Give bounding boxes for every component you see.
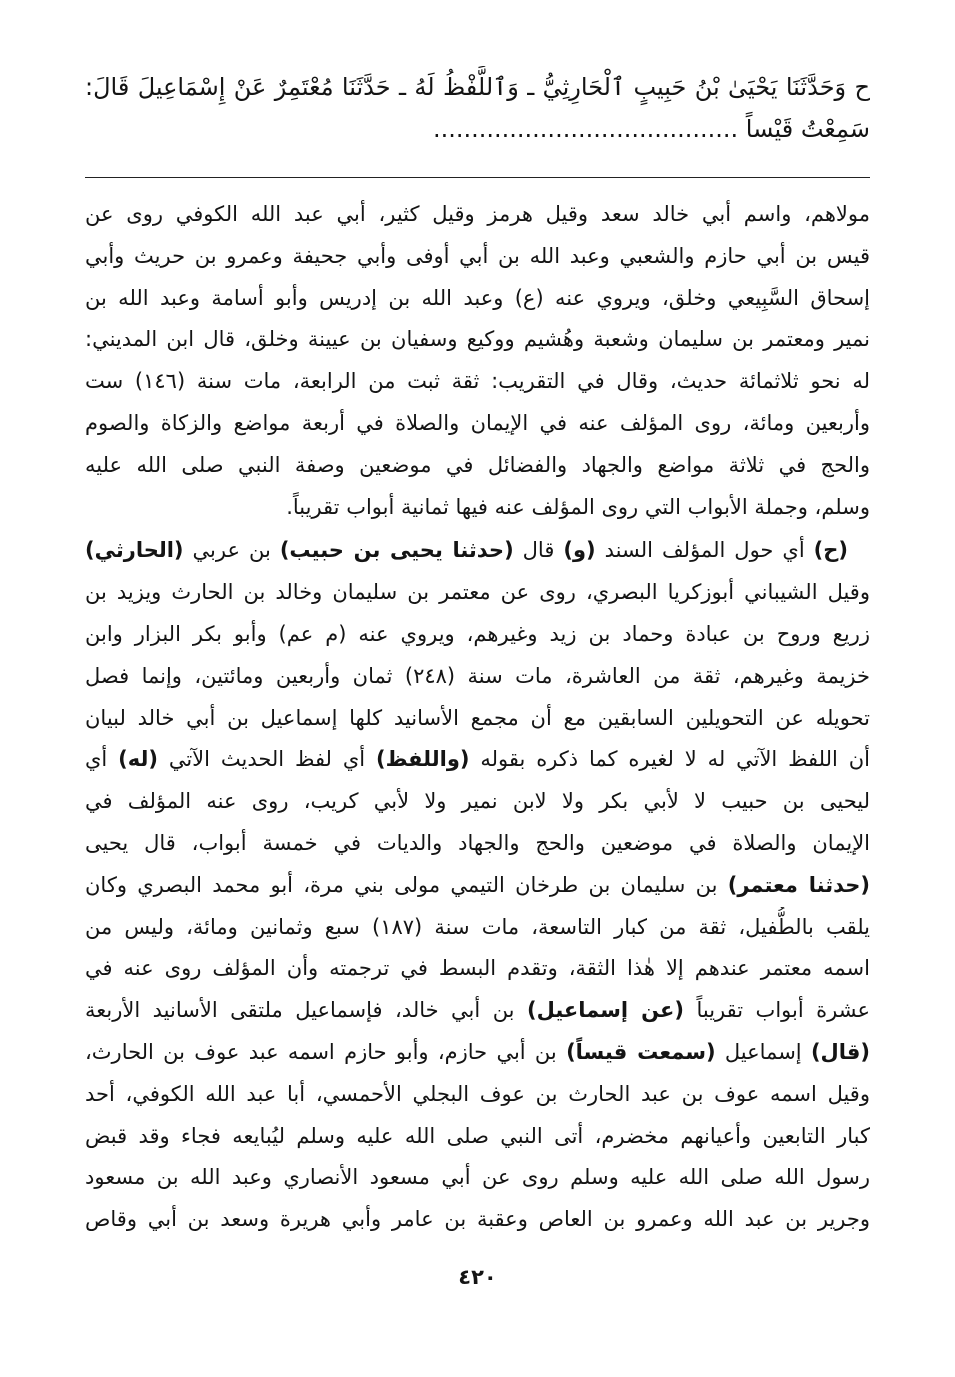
commentary-paragraph-1 bbox=[85, 194, 870, 528]
commentary-text: الإيمان والصلاة في موضعين والحج والجهاد والديات في خمسة أبواب، قال يحيى bbox=[85, 830, 870, 855]
bold-term: (حدثنا معتمر) bbox=[727, 872, 870, 897]
bold-term: (واللفظ) bbox=[375, 747, 470, 772]
commentary-text: وقيل اسمه عوف بن عبد الحارث بن عوف البجلي الأحمسي، أبا عبد الله الكوفي، أحد bbox=[85, 1081, 870, 1106]
commentary-line-9 bbox=[85, 530, 870, 572]
commentary-line-1: مولاهم، واسم أبي خالد سعد وقيل هرمز وقيل كثير، أبي عبد الله الكوفي روى عن bbox=[85, 202, 870, 226]
commentary-line-2: قيس بن أبي حازم والشعبي وعبد الله بن أبي أوفى وأبي جحيفة وعمرو بن حريث وأبي bbox=[85, 243, 870, 268]
commentary-text: إسماعيل bbox=[715, 1039, 811, 1064]
commentary-text: أي حول المؤلف السند bbox=[595, 538, 814, 563]
matn-line-2-text: سَمِعْتُ قَيْساً bbox=[745, 115, 870, 143]
commentary-line-15 bbox=[85, 781, 870, 823]
bold-term: (سمعت قيساً) bbox=[566, 1039, 716, 1064]
commentary-text: زريع وروح بن عبادة وحماد بن زيد وغيرهم، ويروي عنه (م عم) وأبو بكر البزار وابن bbox=[85, 621, 870, 646]
commentary-line-16 bbox=[85, 823, 870, 865]
commentary-line-22 bbox=[85, 1074, 870, 1116]
commentary-text: عشرة أبواب تقريباً bbox=[684, 998, 870, 1023]
commentary-line-12 bbox=[85, 656, 870, 698]
commentary-line-11 bbox=[85, 614, 870, 656]
commentary-text: بن عربي bbox=[183, 538, 280, 563]
bold-term: (ح) bbox=[813, 538, 849, 563]
hadith-text bbox=[85, 66, 870, 150]
commentary-text: كبار التابعين وأعيانهم مخضرم، أتى النبي صلى الله عليه وسلم ليُبايعه فجاء وقد قبض bbox=[85, 1123, 870, 1148]
commentary-line-3: إسحاق السَّبِيعي وخلق، ويروي عنه (ع) وعبد الله بن إدريس وأبو أسامة وعبد الله بن bbox=[85, 285, 870, 310]
commentary-line-4: نمير ومعتمر بن سليمان وشعبة وهُشيم ووكيع وسفيان بن عيينة وخلق، قال ابن المديني: bbox=[85, 327, 870, 352]
commentary-line-25 bbox=[85, 1199, 870, 1241]
commentary-text: قال bbox=[513, 538, 564, 563]
bold-term: (حدثنا يحيى بن حبيب) bbox=[279, 538, 514, 563]
commentary-text: تحويله عن التحويلين السابقين مع أن مجمع الأسانيد كلها إسماعيل بن أبي خالد لبيان bbox=[85, 705, 870, 730]
bold-term: (له) bbox=[118, 747, 158, 772]
bold-term: (و) bbox=[563, 538, 596, 563]
commentary-line-21 bbox=[85, 1032, 870, 1074]
commentary-text: أن اللفظ الآتي له لا لغيره كما ذكره بقوله bbox=[469, 747, 870, 772]
commentary-text: بن أبي خالد، فإسماعيل ملتقى الأسانيد الأربعة bbox=[85, 998, 527, 1023]
commentary-text: رسول الله صلى الله عليه وسلم روى عن أبي مسعود الأنصاري وعبد الله بن مسعود bbox=[85, 1165, 870, 1190]
commentary-text: أي bbox=[85, 747, 119, 772]
commentary-text: وقيل الشيباني أبوزكريا البصري، روى عن معتمر بن سليمان وخالد بن الحارث ويزيد بن bbox=[85, 580, 870, 605]
commentary-line-10 bbox=[85, 572, 870, 614]
commentary-line-6: وأربعين ومائة، روى المؤلف عنه في الإيمان والصلاة في أربعة مواضع والزكاة والصوم bbox=[85, 410, 870, 435]
commentary-line-24 bbox=[85, 1157, 870, 1199]
commentary-text: خزيمة وغيرهم، ثقة من العاشرة، مات سنة (٢٤٨) ثمان وأربعين ومائتين، وإنما فصل bbox=[85, 663, 870, 688]
matn-line-2-leader: ........................................ bbox=[433, 115, 739, 143]
bold-term: (قال) bbox=[810, 1039, 870, 1064]
commentary-text: بن سليمان بن طرخان التيمي مولى بني مرة، أبو محمد البصري وكان bbox=[85, 872, 728, 897]
separator-rule bbox=[85, 177, 870, 178]
commentary-line-17 bbox=[85, 865, 870, 907]
commentary-line-7: والحج في ثلاثة مواضع والجهاد والفضائل في موضعين وصفة النبي صلى الله عليه bbox=[85, 452, 870, 477]
bold-term: (الحارثي) bbox=[85, 538, 184, 563]
page-number: ٤٢٠ bbox=[458, 1265, 497, 1289]
commentary-line-18 bbox=[85, 907, 870, 949]
commentary-line-13 bbox=[85, 698, 870, 740]
commentary-paragraph-2 bbox=[85, 530, 870, 1241]
matn-line-2 bbox=[85, 108, 870, 150]
commentary-line-23 bbox=[85, 1116, 870, 1158]
commentary-line-14 bbox=[85, 739, 870, 781]
commentary-line-8: وسلم، وجملة الأبواب التي روى المؤلف عنه فيها ثمانية أبواب تقريباً. bbox=[286, 494, 870, 519]
commentary-text: يلقب بالطُّفيل، ثقة من كبار التاسعة، مات سنة (١٨٧) سبع وثمانين ومائة، وليس من bbox=[85, 914, 870, 939]
commentary-line-5: له نحو ثلاثمائة حديث، وقال في التقريب: ثقة ثبت من الرابعة، مات سنة (١٤٦) ست bbox=[85, 369, 870, 394]
matn-line-1: ح وَحَدَّثَنَا يَحْيَىٰ بْنُ حَبِيبٍ ٱلْحَارِثِيُّ ـ وَٱللَّفْظُ لَهُ ـ حَدَّثَنَا مُعْتَمِرٌ عَنْ إِسْمَاعِيلَ قَالَ: bbox=[85, 73, 870, 101]
commentary-text: وجرير بن عبد الله وعمرو بن العاص وعقبة بن عامر وأبي هريرة وسعد بن أبي وقاص bbox=[85, 1207, 870, 1232]
commentary-line-20 bbox=[85, 990, 870, 1032]
commentary-text: بن أبي حازم، وأبو حازم اسمه عبد عوف بن الحارث، bbox=[85, 1039, 567, 1064]
commentary-text: ليحيى بن حبيب لا لأبي بكر ولا لابن نمير ولا لأبي كريب، روى عنه المؤلف في bbox=[85, 789, 870, 814]
commentary-text: اسمه معتمر عندهم إلا هٰذا الثقة، وتقدم البسط في ترجمته وأن المؤلف روى عنه في bbox=[85, 956, 870, 981]
commentary bbox=[85, 194, 870, 1241]
bold-term: (عن إسماعيل) bbox=[526, 998, 684, 1023]
commentary-line-19 bbox=[85, 948, 870, 990]
commentary-text: أي لفظ الحديث الآتي bbox=[157, 747, 376, 772]
